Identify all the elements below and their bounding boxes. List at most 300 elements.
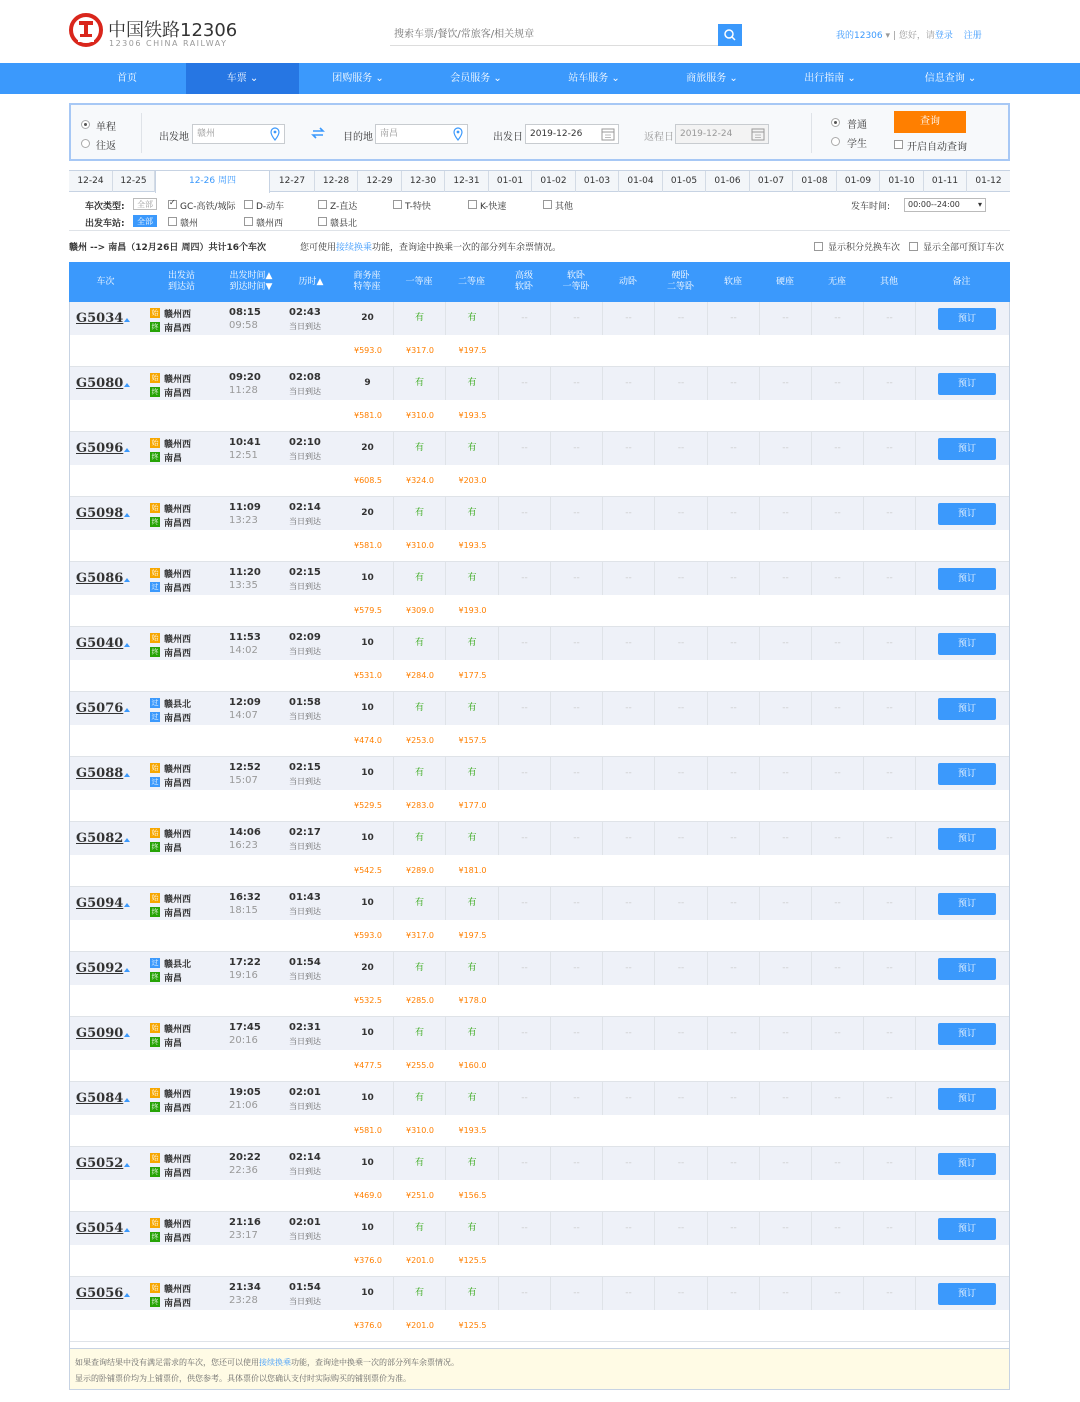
stopover-toggle-icon[interactable]: [124, 448, 130, 452]
seat-unavailable: --: [603, 302, 655, 335]
end-station-badge: 终: [151, 323, 159, 331]
seat-unavailable: --: [760, 1277, 812, 1310]
seat-unavailable: --: [551, 1147, 603, 1180]
seat-unavailable: --: [812, 1277, 864, 1310]
seat-unavailable: --: [551, 367, 603, 400]
points-train-checkbox[interactable]: [814, 242, 823, 251]
all-bookable-checkbox[interactable]: [909, 242, 918, 251]
nav-business[interactable]: 商旅服务 ⌄: [686, 73, 738, 84]
train-number-link[interactable]: G5076: [76, 701, 124, 716]
train-info-row: [70, 1212, 1009, 1245]
swap-icon[interactable]: [311, 127, 325, 139]
stopover-toggle-icon[interactable]: [124, 1163, 130, 1167]
date-tab[interactable]: 01-02: [532, 171, 576, 192]
stopover-toggle-icon[interactable]: [124, 838, 130, 842]
first-class-available: 有: [394, 692, 446, 725]
book-button[interactable]: 预订: [938, 763, 996, 785]
train-row: [70, 302, 1009, 367]
stopover-toggle-icon[interactable]: [124, 1293, 130, 1297]
train-number-link[interactable]: G5092: [76, 961, 124, 976]
start-station-badge: 过: [151, 959, 159, 967]
seat-unavailable: --: [812, 497, 864, 530]
same-day-arrival: 当日到达: [289, 907, 321, 916]
book-button[interactable]: 预订: [938, 308, 996, 330]
chevron-down-icon: ⌄: [493, 73, 502, 84]
type-d-label: D-动车: [256, 202, 285, 212]
arrive-time: 23:17: [229, 1230, 258, 1241]
train-number-link[interactable]: G5056: [76, 1286, 124, 1301]
normal-ticket-radio[interactable]: [831, 118, 840, 127]
oneway-radio[interactable]: [81, 120, 90, 129]
stopover-toggle-icon[interactable]: [124, 318, 130, 322]
seat-unavailable: --: [603, 562, 655, 595]
first-class-price: ¥255.0: [406, 1061, 434, 1070]
first-class-price: ¥310.0: [406, 1126, 434, 1135]
depart-time-select[interactable]: 00:00--24:00 ▾: [904, 198, 986, 212]
seat-unavailable: --: [655, 822, 708, 855]
arrive-time: 19:16: [229, 970, 258, 981]
train-number-link[interactable]: G5054: [76, 1221, 124, 1236]
train-number-link[interactable]: G5080: [76, 376, 124, 391]
book-button[interactable]: 预订: [938, 633, 996, 655]
train-list: [69, 302, 1010, 1348]
date-tab[interactable]: 01-09: [837, 171, 880, 192]
seat-unavailable: --: [551, 432, 603, 465]
transfer-link[interactable]: 接续换乘: [259, 1358, 291, 1367]
business-seat-count: 10: [342, 757, 394, 790]
roundtrip-radio[interactable]: [81, 139, 90, 148]
from-station-input[interactable]: 赣州: [192, 124, 285, 144]
column-header: 硬座: [775, 276, 794, 287]
station-ganxianbei-checkbox[interactable]: [318, 217, 327, 226]
to-station: 南昌西: [164, 1299, 192, 1309]
type-other-checkbox[interactable]: [543, 200, 552, 209]
depart-time: 21:16: [229, 1217, 261, 1228]
second-class-available: 有: [446, 562, 499, 595]
seat-unavailable: --: [499, 692, 551, 725]
stopover-toggle-icon[interactable]: [124, 903, 130, 907]
duration: 02:31: [289, 1022, 321, 1033]
station-ganzhou-checkbox[interactable]: [168, 217, 177, 226]
date-tab[interactable]: 01-01: [489, 171, 532, 192]
route-summary: 赣州 --> 南昌（12月26日 周四）共计16个车次: [69, 243, 267, 253]
auto-query-label: 开启自动查询: [907, 142, 967, 153]
type-k-checkbox[interactable]: [468, 200, 477, 209]
calendar-icon[interactable]: [751, 127, 765, 141]
from-station: 赣州西: [164, 895, 192, 905]
seat-unavailable: --: [655, 1017, 708, 1050]
seat-unavailable: --: [864, 887, 916, 920]
stopover-toggle-icon[interactable]: [124, 1098, 130, 1102]
seat-unavailable: --: [499, 302, 551, 335]
seat-unavailable: --: [551, 302, 603, 335]
start-station-badge: 始: [151, 634, 159, 642]
first-class-price: ¥201.0: [406, 1321, 434, 1330]
seat-unavailable: --: [603, 627, 655, 660]
site-search-input[interactable]: [390, 24, 718, 46]
second-class-price: ¥197.5: [458, 346, 487, 355]
chevron-down-icon: ⌄: [847, 73, 856, 84]
same-day-arrival: 当日到达: [289, 1232, 321, 1241]
notice-line-2: 显示的卧铺票价均为上铺票价，供您参考。具体票价以您确认支付时实际购买的铺别票价为准。: [75, 1374, 411, 1383]
train-number-link[interactable]: G5090: [76, 1026, 124, 1041]
from-station: 赣州西: [164, 1220, 192, 1230]
price-row: [70, 790, 1009, 822]
location-pin-icon: [453, 127, 463, 141]
book-button[interactable]: 预订: [938, 1283, 996, 1305]
to-label: 目的地: [343, 132, 373, 143]
train-number-link[interactable]: G5052: [76, 1156, 124, 1171]
type-d-checkbox[interactable]: [244, 200, 253, 209]
to-station: 南昌西: [164, 1104, 192, 1114]
chevron-down-icon: ⌄: [729, 73, 738, 84]
depart-date-input[interactable]: 2019-12-26: [525, 124, 619, 144]
date-tab-active[interactable]: 12-26 周四: [155, 171, 270, 193]
logo-title: 中国铁路12306: [108, 20, 238, 41]
seat-unavailable: --: [655, 562, 708, 595]
date-tab[interactable]: 01-10: [880, 171, 924, 192]
book-button[interactable]: 预订: [938, 1153, 996, 1175]
train-info-row: [70, 1082, 1009, 1115]
train-number-link[interactable]: G5088: [76, 766, 124, 781]
seat-unavailable: --: [708, 822, 760, 855]
business-seat-price: ¥477.5: [354, 1061, 382, 1070]
seat-unavailable: --: [603, 1082, 655, 1115]
location-pin-icon: [270, 127, 280, 141]
column-header: 出发站 到达站: [167, 271, 195, 292]
book-button[interactable]: 预订: [938, 893, 996, 915]
stopover-toggle-icon[interactable]: [124, 1228, 130, 1232]
train-number-link[interactable]: G5098: [76, 506, 124, 521]
seat-unavailable: --: [708, 1147, 760, 1180]
business-seat-price: ¥581.0: [354, 541, 382, 550]
train-info-row: [70, 887, 1009, 920]
nav-guide[interactable]: 出行指南 ⌄: [804, 73, 856, 84]
train-type-all-tag[interactable]: 全部: [133, 198, 157, 210]
train-number-link[interactable]: G5086: [76, 571, 124, 586]
train-row: [70, 757, 1009, 822]
same-day-arrival: 当日到达: [289, 777, 321, 786]
train-info-row: [70, 562, 1009, 595]
station-ganxianbei-label: 赣县北: [330, 219, 358, 229]
from-station: 赣州西: [164, 1090, 192, 1100]
train-number-link[interactable]: G5082: [76, 831, 124, 846]
main-nav: [0, 63, 1080, 94]
start-station-badge: 始: [151, 1284, 159, 1292]
price-row: [70, 1050, 1009, 1082]
business-seat-price: ¥579.5: [354, 606, 382, 615]
book-button[interactable]: 预订: [938, 1218, 996, 1240]
train-number-link[interactable]: G5034: [76, 311, 124, 326]
to-station-input[interactable]: 南昌: [375, 124, 468, 144]
column-header[interactable]: 历时▲: [298, 276, 324, 287]
register-link[interactable]: 注册: [963, 31, 982, 41]
transfer-link[interactable]: 接续换乘: [336, 243, 373, 253]
seat-unavailable: --: [551, 952, 603, 985]
seat-unavailable: --: [499, 952, 551, 985]
nav-home[interactable]: 首页: [117, 73, 137, 84]
nav-info[interactable]: 信息查询 ⌄: [924, 73, 977, 84]
business-seat-count: 20: [342, 302, 394, 335]
column-header: 高级 软卧: [514, 271, 533, 292]
date-tab[interactable]: 01-11: [924, 171, 967, 192]
book-button[interactable]: 预订: [938, 438, 996, 460]
seat-unavailable: --: [603, 367, 655, 400]
query-button[interactable]: 查询: [894, 111, 966, 133]
depart-time: 17:22: [229, 957, 261, 968]
nav-member[interactable]: 会员服务 ⌄: [450, 73, 502, 84]
end-station-badge: 过: [151, 583, 159, 591]
business-seat-price: ¥376.0: [354, 1256, 382, 1265]
arrive-time: 14:02: [229, 645, 258, 656]
logo-subtitle: 12306 CHINA RAILWAY: [109, 39, 228, 48]
same-day-arrival: 当日到达: [289, 322, 321, 331]
start-station-badge: 始: [151, 569, 159, 577]
seat-unavailable: --: [551, 562, 603, 595]
first-class-available: 有: [394, 757, 446, 790]
start-station-badge: 始: [151, 1154, 159, 1162]
price-row: [70, 1180, 1009, 1212]
book-button[interactable]: 预订: [938, 698, 996, 720]
book-button[interactable]: 预订: [938, 1023, 996, 1045]
auto-query-checkbox[interactable]: [894, 140, 903, 149]
nav-group[interactable]: 团购服务 ⌄: [332, 73, 384, 84]
date-tab[interactable]: 12-30: [402, 171, 445, 192]
train-number-link[interactable]: G5040: [76, 636, 124, 651]
from-station: 赣州西: [164, 375, 192, 385]
column-header: 二等座: [457, 276, 485, 287]
date-tab[interactable]: 01-05: [663, 171, 706, 192]
seat-unavailable: --: [603, 887, 655, 920]
seat-unavailable: --: [499, 1082, 551, 1115]
depart-time: 09:20: [229, 372, 261, 383]
second-class-available: 有: [446, 1277, 499, 1310]
first-class-available: 有: [394, 887, 446, 920]
student-ticket-label: 学生: [847, 139, 867, 150]
to-station: 南昌西: [164, 584, 192, 594]
book-button[interactable]: 预订: [938, 568, 996, 590]
depart-time: 10:41: [229, 437, 261, 448]
type-t-checkbox[interactable]: [393, 200, 402, 209]
business-seat-price: ¥593.0: [354, 931, 382, 940]
date-tab[interactable]: 01-08: [793, 171, 837, 192]
same-day-arrival: 当日到达: [289, 842, 321, 851]
start-station-badge: 始: [151, 1089, 159, 1097]
stopover-toggle-icon[interactable]: [124, 968, 130, 972]
from-station: 赣县北: [164, 960, 192, 970]
column-header[interactable]: 出发时间▲ 到达时间▼: [229, 271, 273, 292]
second-class-price: ¥181.0: [458, 866, 487, 875]
from-station: 赣州西: [164, 1155, 192, 1165]
book-button[interactable]: 预订: [938, 373, 996, 395]
return-date-input[interactable]: 2019-12-24: [675, 124, 769, 144]
depart-date-label: 出发日: [493, 132, 523, 143]
calendar-icon[interactable]: [601, 127, 615, 141]
seat-unavailable: --: [864, 1147, 916, 1180]
business-seat-count: 9: [342, 367, 394, 400]
seat-unavailable: --: [760, 1017, 812, 1050]
depart-time: 19:05: [229, 1087, 261, 1098]
date-tab[interactable]: 12-28: [315, 171, 358, 192]
seat-unavailable: --: [708, 1082, 760, 1115]
search-button[interactable]: [718, 24, 742, 46]
depart-time: 17:45: [229, 1022, 261, 1033]
business-seat-count: 10: [342, 1017, 394, 1050]
arrive-time: 16:23: [229, 840, 258, 851]
seat-unavailable: --: [708, 952, 760, 985]
date-tab[interactable]: 01-03: [576, 171, 619, 192]
stopover-toggle-icon[interactable]: [124, 513, 130, 517]
arrive-time: 23:28: [229, 1295, 258, 1306]
to-station: 南昌西: [164, 1234, 192, 1244]
chevron-down-icon: ⌄: [375, 73, 384, 84]
train-number-link[interactable]: G5096: [76, 441, 124, 456]
column-header: 车次: [96, 276, 115, 287]
seat-unavailable: --: [603, 1147, 655, 1180]
chevron-down-icon: ⌄: [249, 73, 259, 84]
start-station-badge: 始: [151, 374, 159, 382]
end-station-badge: 终: [151, 1233, 159, 1241]
price-row: [70, 1245, 1009, 1277]
business-seat-price: ¥532.5: [354, 996, 382, 1005]
book-button[interactable]: 预订: [938, 958, 996, 980]
type-gc-checkbox[interactable]: [168, 200, 177, 209]
first-class-price: ¥317.0: [406, 346, 434, 355]
date-tab[interactable]: 12-29: [358, 171, 402, 192]
duration: 02:17: [289, 827, 321, 838]
date-tab[interactable]: 01-06: [706, 171, 750, 192]
seat-unavailable: --: [655, 302, 708, 335]
second-class-available: 有: [446, 302, 499, 335]
date-tab[interactable]: 01-07: [750, 171, 793, 192]
search-icon: [718, 24, 742, 46]
date-tab[interactable]: 12-31: [445, 171, 489, 192]
seat-unavailable: --: [812, 757, 864, 790]
station-ganzhouxi-checkbox[interactable]: [244, 217, 253, 226]
business-seat-price: ¥542.5: [354, 866, 382, 875]
seat-unavailable: --: [708, 692, 760, 725]
seat-unavailable: --: [551, 887, 603, 920]
second-class-price: ¥193.5: [458, 541, 487, 550]
duration: 01:54: [289, 1282, 321, 1293]
book-button[interactable]: 预订: [938, 503, 996, 525]
second-class-price: ¥156.5: [458, 1191, 487, 1200]
to-station: 南昌西: [164, 714, 192, 724]
first-class-available: 有: [394, 302, 446, 335]
to-station: 南昌西: [164, 1169, 192, 1179]
seat-unavailable: --: [708, 757, 760, 790]
date-tab[interactable]: 01-04: [619, 171, 663, 192]
price-row: [70, 530, 1009, 562]
train-info-row: [70, 367, 1009, 400]
stopover-toggle-icon[interactable]: [124, 643, 130, 647]
second-class-price: ¥178.0: [458, 996, 487, 1005]
type-z-checkbox[interactable]: [318, 200, 327, 209]
column-header: 一等座: [405, 276, 433, 287]
seat-unavailable: --: [499, 887, 551, 920]
date-tab[interactable]: 12-27: [270, 171, 315, 192]
date-tab[interactable]: 01-12: [975, 176, 1002, 186]
china-railway-logo-icon[interactable]: [68, 12, 104, 48]
my12306-link[interactable]: 我的12306: [836, 31, 883, 41]
train-row: [70, 562, 1009, 627]
same-day-arrival: 当日到达: [289, 1167, 321, 1176]
second-class-price: ¥160.0: [458, 1061, 487, 1070]
stopover-toggle-icon[interactable]: [124, 708, 130, 712]
login-link[interactable]: 登录: [934, 31, 953, 41]
first-class-available: 有: [394, 432, 446, 465]
start-station-badge: 始: [151, 1024, 159, 1032]
seat-unavailable: --: [655, 1277, 708, 1310]
price-row: [70, 920, 1009, 952]
end-station-badge: 终: [151, 648, 159, 656]
top-user-links: [836, 28, 982, 41]
end-station-badge: 终: [151, 518, 159, 526]
depart-time-label: 发车时间:: [851, 202, 891, 212]
same-day-arrival: 当日到达: [289, 517, 321, 526]
depart-time: 11:20: [229, 567, 261, 578]
first-class-price: ¥251.0: [406, 1191, 434, 1200]
chevron-down-icon: ⌄: [611, 73, 620, 84]
train-info-row: [70, 1017, 1009, 1050]
student-ticket-radio[interactable]: [831, 137, 840, 146]
train-number-link[interactable]: G5084: [76, 1091, 124, 1106]
nav-station[interactable]: 站车服务 ⌄: [568, 73, 620, 84]
site-header: [0, 0, 1080, 63]
type-k-label: K-快速: [480, 202, 507, 212]
price-row: [70, 400, 1009, 432]
stopover-toggle-icon[interactable]: [124, 383, 130, 387]
start-station-badge: 始: [151, 439, 159, 447]
station-all-tag[interactable]: 全部: [133, 215, 157, 227]
date-tab[interactable]: 12-24: [69, 171, 113, 192]
column-header: 商务座 特等座: [353, 271, 381, 292]
price-row: [70, 855, 1009, 887]
from-station: 赣州西: [164, 830, 192, 840]
stopover-toggle-icon[interactable]: [124, 1033, 130, 1037]
arrive-time: 21:06: [229, 1100, 258, 1111]
second-class-available: 有: [446, 952, 499, 985]
stopover-toggle-icon[interactable]: [124, 773, 130, 777]
train-row: [70, 627, 1009, 692]
book-button[interactable]: 预订: [938, 828, 996, 850]
first-class-available: 有: [394, 367, 446, 400]
train-number-link[interactable]: G5094: [76, 896, 124, 911]
return-date-label: 返程日: [644, 132, 674, 143]
date-tab[interactable]: 12-25: [113, 171, 155, 192]
book-button[interactable]: 预订: [938, 1088, 996, 1110]
business-seat-count: 10: [342, 822, 394, 855]
first-class-available: 有: [394, 1082, 446, 1115]
seat-unavailable: --: [864, 367, 916, 400]
seat-unavailable: --: [655, 497, 708, 530]
table-header: [69, 262, 1010, 302]
seat-unavailable: --: [864, 1212, 916, 1245]
seat-unavailable: --: [864, 562, 916, 595]
seat-unavailable: --: [812, 822, 864, 855]
chevron-down-icon: ▾: [885, 31, 893, 41]
column-header: 其他: [879, 276, 898, 287]
same-day-arrival: 当日到达: [289, 972, 321, 981]
seat-unavailable: --: [603, 1277, 655, 1310]
start-station-badge: 始: [151, 764, 159, 772]
stopover-toggle-icon[interactable]: [124, 578, 130, 582]
business-seat-count: 20: [342, 497, 394, 530]
nav-tickets[interactable]: 车票 ⌄: [186, 63, 299, 94]
train-row: [70, 1277, 1009, 1342]
seat-unavailable: --: [812, 1212, 864, 1245]
to-station: 南昌: [164, 974, 183, 984]
